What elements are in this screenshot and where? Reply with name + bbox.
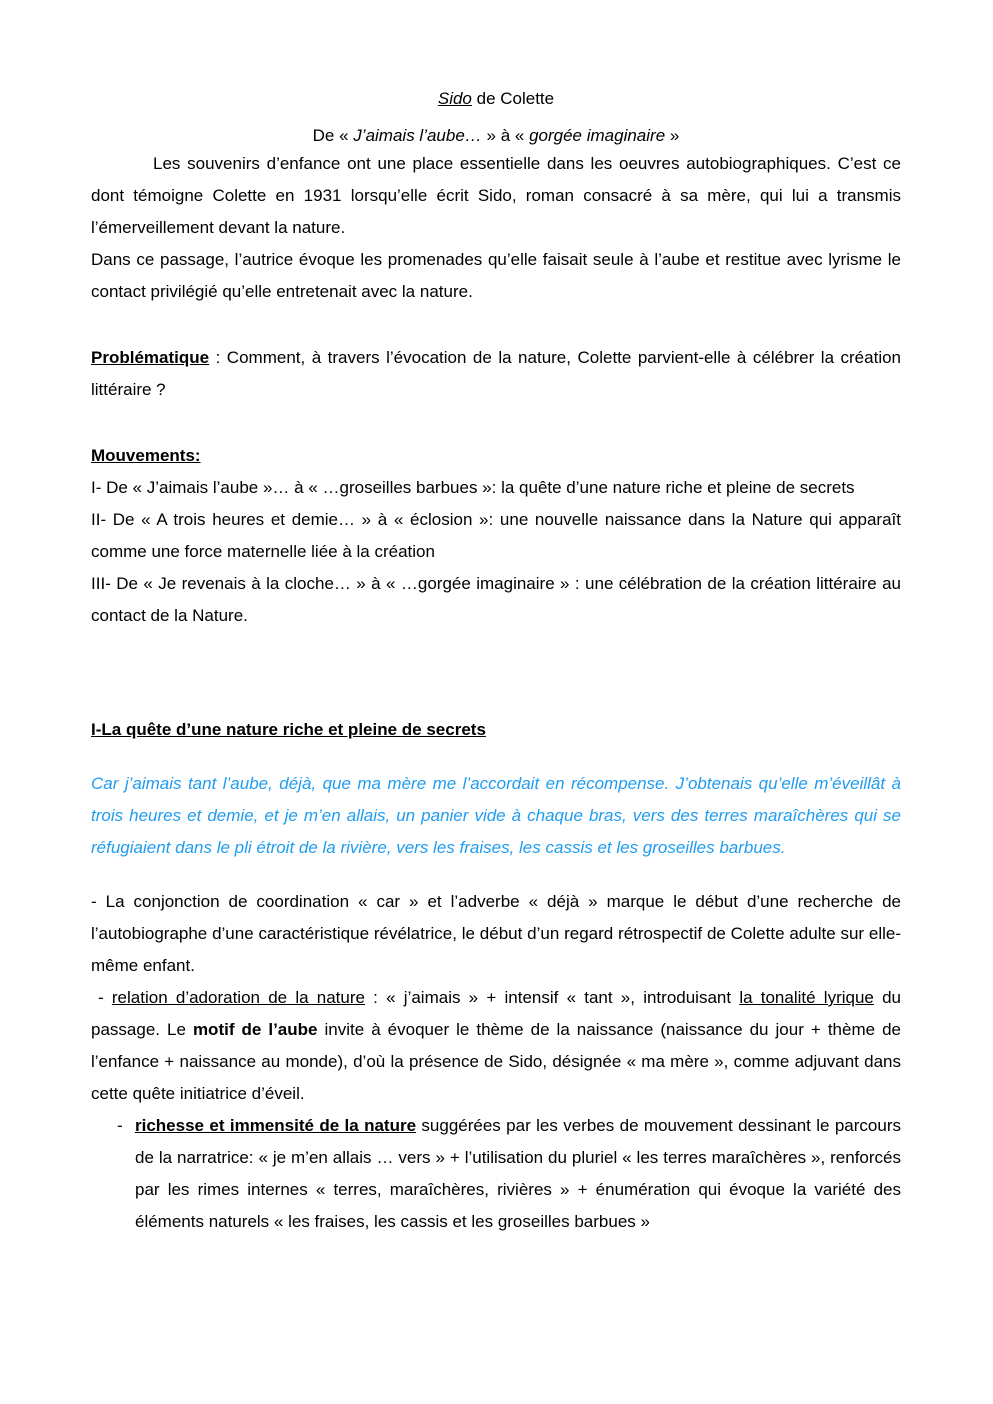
analysis-2-underlined-relation: relation d’adoration de la nature bbox=[111, 987, 365, 1007]
bullet-bold-underlined-richesse: richesse et immensité de la nature bbox=[135, 1115, 417, 1135]
subtitle-middle: » à « bbox=[481, 125, 530, 145]
intro-paragraph-1: Les souvenirs d’enfance ont une place essentielle dans les oeuvres autobiographiques. C’est ce dont témoigne Colette en 1931 lorsqu’elle écrit Sido, roman consacré à sa mère, qui lui a transmis l’émerveillement devant la nature. bbox=[91, 153, 901, 237]
bullet-item-text bbox=[135, 1110, 901, 1238]
spacer bbox=[91, 406, 901, 440]
document-content bbox=[91, 0, 901, 1238]
mouvement-item-2: II- De « A trois heures et demie… » à « éclosion »: une nouvelle naissance dans la Nature qui apparaît comme une force maternelle liée à la création bbox=[91, 509, 901, 561]
part-one-bullet-item bbox=[91, 1110, 901, 1238]
spacer bbox=[91, 632, 901, 714]
spacer bbox=[91, 308, 901, 342]
part-one-heading bbox=[91, 714, 901, 746]
intro-paragraph-2: Dans ce passage, l’autrice évoque les promenades qu’elle faisait seule à l’aube et restitue avec lyrisme le contact privilégié qu’elle entretenait avec la nature. bbox=[91, 249, 901, 301]
document-title bbox=[91, 88, 901, 111]
subtitle-quote-start: J’aimais l’aube… bbox=[353, 125, 482, 145]
problematique-label: Problématique bbox=[91, 347, 210, 367]
spacer bbox=[91, 746, 901, 768]
analysis-2-bold-motif: motif de l’aube bbox=[192, 1019, 318, 1039]
analysis-2-text-2: du passage. Le bbox=[91, 987, 901, 1039]
spacer bbox=[91, 864, 901, 886]
mouvement-item-1: I- De « J’aimais l’aube »… à « …groseilles barbues »: la quête d’une nature riche et pleine de secrets bbox=[91, 477, 855, 497]
mouvements-label: Mouvements: bbox=[91, 445, 201, 465]
mouvement-item-3: III- De « Je revenais à la cloche… » à « …gorgée imaginaire » : une célébration de la création littéraire au contact de la Nature. bbox=[91, 573, 901, 625]
problematique-text: : Comment, à travers l’évocation de la nature, Colette parvient-elle à célébrer la création littéraire ? bbox=[91, 347, 901, 399]
title-work-name: Sido bbox=[437, 89, 472, 108]
part-one-analysis-1: - La conjonction de coordination « car » et l’adverbe « déjà » marque le début d’une recherche de l’autobiographe d’une caractéristique révélatrice, le début d’un regard rétrospectif de Colette adulte sur elle-même enfant. bbox=[91, 891, 901, 975]
problematique-paragraph bbox=[91, 342, 901, 406]
subtitle-suffix: » bbox=[665, 125, 680, 145]
part-one-quote: Car j’aimais tant l’aube, déjà, que ma mère me l’accordait en récompense. J’obtenais qu’elle m’éveillât à trois heures et demie, et je m’en allais, un panier vide à chaque bras, vers des terres maraîchères qui se réfugiaient dans le pli étroit de la rivière, vers les fraises, les cassis et les groseilles barbues. bbox=[91, 773, 901, 857]
part-one-heading-label: I-La quête d’une nature riche et pleine de secrets bbox=[91, 719, 486, 739]
mouvements-heading bbox=[91, 440, 901, 472]
analysis-2-dash: - bbox=[98, 987, 112, 1007]
bullet-dash-marker: - bbox=[117, 1115, 123, 1135]
bullet-remaining-text: suggérées par les verbes de mouvement dessinant le parcours de la narratrice: « je m’en allais … vers » + l’utilisation du pluriel « les terres maraîchères », renforcés par les rimes internes « terres, maraîchères, rivières » + énumération qui évoque la variété des éléments naturels « les fraises, les cassis et les groseilles barbues » bbox=[135, 1115, 901, 1231]
subtitle-quote-end: gorgée imaginaire bbox=[529, 125, 666, 145]
analysis-2-text-1: : « j’aimais » + intensif « tant », introduisant bbox=[364, 987, 740, 1007]
document-subtitle bbox=[91, 125, 901, 148]
analysis-2-text-3: invite à évoquer le thème de la naissance (naissance du jour + thème de l’enfance + naissance au monde), d’où la présence de Sido, désignée « ma mère », comme adjuvant dans cette quête initiatrice d’éveil. bbox=[91, 1019, 901, 1103]
part-one-analysis-2 bbox=[91, 982, 901, 1110]
analysis-2-underlined-tonalite: la tonalité lyrique bbox=[739, 987, 874, 1007]
title-author: de Colette bbox=[471, 89, 555, 108]
subtitle-prefix: De « bbox=[312, 125, 354, 145]
